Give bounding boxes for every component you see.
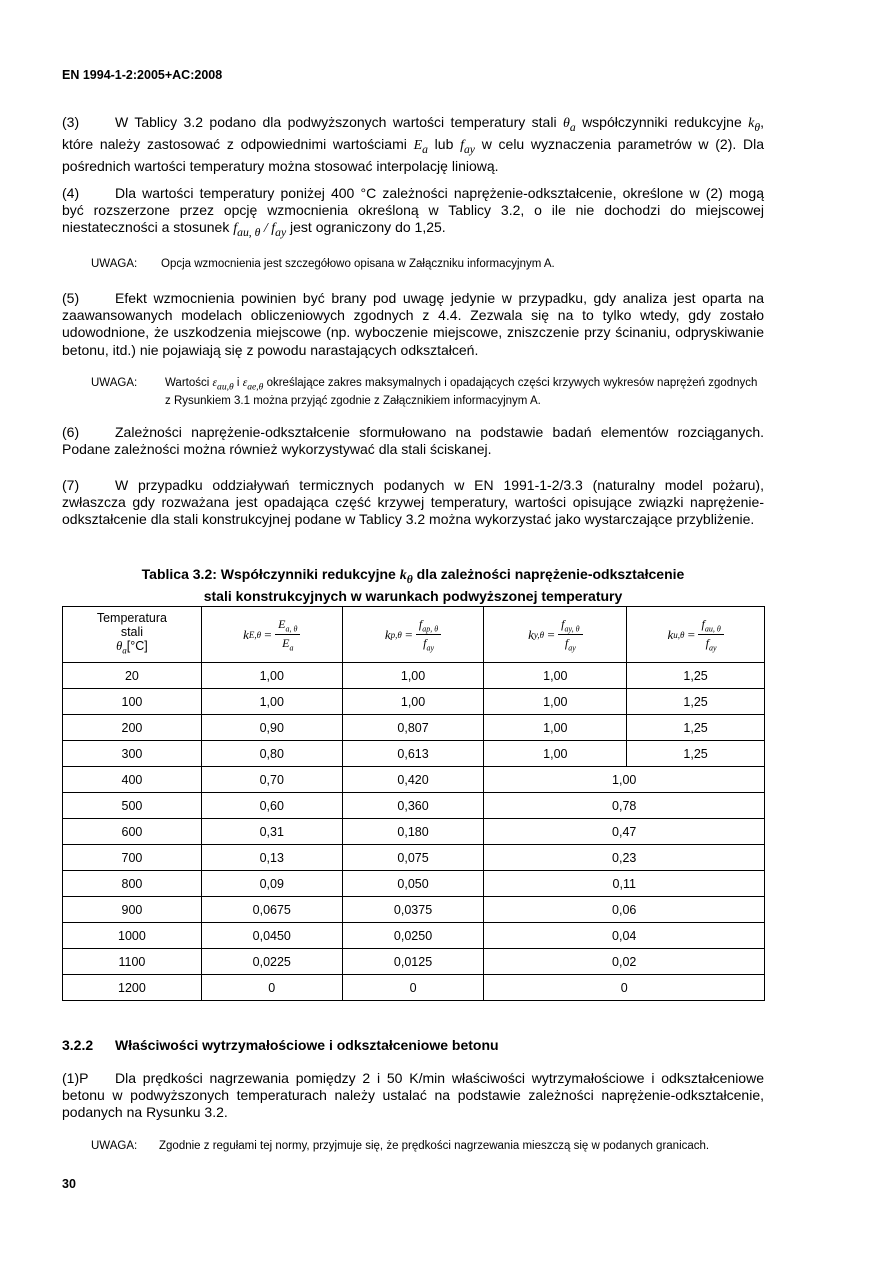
page-number: 30 [62, 1177, 76, 1191]
header-kE [201, 607, 342, 663]
equals-sign: = [684, 626, 695, 642]
header-ky [484, 607, 627, 663]
equals-sign: = [401, 626, 413, 642]
cell-kE: 0,0450 [201, 923, 342, 949]
cell-ky-ku: 0 [484, 975, 765, 1001]
cell-kp: 1,00 [342, 663, 484, 689]
subscript: u,θ [673, 629, 685, 640]
subscript: a [289, 643, 294, 653]
subscript: au,θ [217, 381, 234, 393]
cell-kp: 0,807 [342, 715, 484, 741]
note-3 [91, 1139, 764, 1153]
text: współczynniki redukcyjne [575, 114, 749, 130]
table-row [63, 975, 765, 1001]
symbol: f [423, 636, 427, 650]
note-label: UWAGA: [91, 377, 138, 389]
cell-kp: 0,075 [342, 845, 484, 871]
e-symbol: E [413, 138, 423, 153]
note-text: Opcja wzmocnienia jest szczegółowo opisana w Załączniku informacyjnym A. [161, 258, 555, 270]
cell-temperature: 700 [63, 845, 202, 871]
cell-ku: 1,25 [627, 741, 765, 767]
denominator [275, 635, 300, 652]
cell-temperature: 200 [63, 715, 202, 741]
subscript: ay [463, 142, 475, 156]
cell-kE: 1,00 [201, 689, 342, 715]
cell-temperature: 20 [63, 663, 202, 689]
cell-temperature: 1000 [63, 923, 202, 949]
cell-kE: 0,09 [201, 871, 342, 897]
cell-ky-ku: 0,47 [484, 819, 765, 845]
table-header-row [63, 607, 765, 663]
subscript: ay, θ [564, 624, 580, 633]
subscript: au, θ [704, 624, 721, 633]
subscript: a [569, 120, 576, 134]
paragraph-4 [62, 185, 764, 241]
k-symbol: k [399, 568, 407, 583]
cell-kE: 0 [201, 975, 342, 1001]
fraction [558, 617, 582, 653]
paragraph-number: (7) [62, 477, 80, 493]
reduction-factors-table [62, 606, 765, 1001]
cell-ky: 1,00 [484, 741, 627, 767]
paragraph-5 [62, 290, 764, 359]
cell-kE: 0,80 [201, 741, 342, 767]
symbol: E [282, 636, 290, 650]
symbol: f [705, 636, 709, 650]
table-row [63, 793, 765, 819]
paragraph-text: Dla prędkości nagrzewania pomiędzy 2 i 50 K/min właściwości wytrzymałościowe i odkształceniowe betonu w podwyższonych temperaturach należy ustalać na podstawie zależności naprężenie-odkształcenie, podanych na Rysunku 3.2. [62, 1070, 764, 1121]
symbol: f [701, 616, 705, 631]
header-unit: [°C] [126, 639, 148, 654]
theta-symbol: θ [562, 116, 570, 131]
text: jest ograniczony do 1,25. [286, 219, 446, 236]
subscript: θ [754, 120, 761, 134]
paragraph-3 [62, 114, 764, 175]
cell-kp: 0,613 [342, 741, 484, 767]
subscript: ay [275, 226, 287, 240]
note-1 [91, 257, 764, 271]
cell-ky-ku: 1,00 [484, 767, 765, 793]
paragraph-number: (5) [62, 290, 80, 306]
cell-kE: 0,90 [201, 715, 342, 741]
cell-ku: 1,25 [627, 663, 765, 689]
header-temperature [63, 607, 202, 663]
numerator [558, 617, 582, 635]
cell-ky: 1,00 [484, 663, 627, 689]
document-header: EN 1994-1-2:2005+AC:2008 [62, 68, 223, 82]
cell-kp: 0,0250 [342, 923, 484, 949]
table-caption [62, 566, 764, 605]
epsilon-symbol: ε [242, 377, 248, 389]
cell-kp: 0 [342, 975, 484, 1001]
header-kp [342, 607, 484, 663]
subscript: θ [406, 572, 413, 586]
cell-kp: 0,0125 [342, 949, 484, 975]
cell-ku: 1,25 [627, 689, 765, 715]
cell-kp: 0,420 [342, 767, 484, 793]
table-row [63, 767, 765, 793]
f-symbol: f [271, 221, 276, 237]
paragraph-1P [62, 1070, 764, 1122]
paragraph-number: (1)P [62, 1070, 89, 1086]
table-row [63, 663, 765, 689]
k-symbol: k [243, 626, 249, 642]
caption-text: dla zależności naprężenie-odkształcenie [412, 566, 685, 582]
text: / [260, 221, 272, 237]
table-row [63, 949, 765, 975]
table-row [63, 819, 765, 845]
fraction [698, 617, 723, 653]
symbol: f [418, 616, 423, 631]
subscript: y,θ [533, 629, 545, 640]
cell-ky-ku: 0,11 [484, 871, 765, 897]
cell-kp: 0,050 [342, 871, 484, 897]
fraction [275, 617, 300, 653]
subscript: ay [568, 643, 576, 653]
subscript: E,θ [248, 629, 262, 640]
paragraph-7 [62, 477, 764, 529]
f-symbol: f [460, 138, 464, 153]
subscript: ae,θ [247, 381, 264, 393]
equals-sign: = [261, 626, 272, 642]
paragraph-6 [62, 424, 764, 458]
cell-ky: 1,00 [484, 689, 627, 715]
table-row [63, 715, 765, 741]
subscript: a, θ [285, 624, 298, 633]
cell-ky-ku: 0,02 [484, 949, 765, 975]
note-label: UWAGA: [91, 1140, 138, 1152]
cell-kE: 0,60 [201, 793, 342, 819]
cell-ky-ku: 0,06 [484, 897, 765, 923]
equals-sign: = [544, 626, 555, 642]
table-row [63, 897, 765, 923]
text: Dla wartości temperatury poniżej 400 °C zależności naprężenie-odkształcenie, określone w (2) mogą być rozszerzone przez opcję wzmocnienia określoną w Tablicy 3.2, o ile nie dochodzi do miejscowej niestateczności a stosunek [62, 185, 764, 236]
paragraph-number: (6) [62, 424, 80, 440]
symbol: E [278, 616, 286, 631]
cell-temperature: 1200 [63, 975, 202, 1001]
k-symbol: k [748, 116, 755, 131]
k-symbol: k [667, 626, 674, 642]
cell-ky-ku: 0,78 [484, 793, 765, 819]
cell-ky-ku: 0,23 [484, 845, 765, 871]
note-label: UWAGA: [91, 258, 138, 270]
k-symbol: k [384, 626, 391, 642]
cell-temperature: 600 [63, 819, 202, 845]
note-text: Zgodnie z regułami tej normy, przyjmuje się, że prędkości nagrzewania mieszczą się w podanych granicach. [159, 1140, 710, 1152]
paragraph-text: W przypadku oddziaływań termicznych podanych w EN 1991-1-2/3.3 (naturalny model pożaru), zwłaszcza gdy rozważana jest opadająca część krzywej temperatury, wartości opisujące związki naprężenie-odkształcenie dla stali konstrukcyjnej podane w Tablicy 3.2 można wykorzystać jako wystarczające przybliżenie. [62, 477, 764, 528]
text: Wartości [165, 377, 213, 389]
caption-text: stali konstrukcyjnych w warunkach podwyższonej temperatury [203, 587, 623, 604]
text: określające zakres maksymalnych i opadających części krzywych wykresów naprężeń zgodnych z Rysunkiem 3.1 można przyjąć zgodnie z Załącznikiem informacyjnym A. [165, 377, 758, 408]
cell-temperature: 400 [63, 767, 202, 793]
subscript: a [422, 142, 428, 156]
note-2 [91, 376, 764, 408]
paragraph-number: (4) [62, 185, 80, 201]
table-row [63, 845, 765, 871]
text: , które należy zastosować z odpowiednimi wartościami [62, 114, 764, 152]
cell-kp: 0,180 [342, 819, 484, 845]
k-symbol: k [528, 626, 534, 642]
cell-temperature: 100 [63, 689, 202, 715]
cell-temperature: 500 [63, 793, 202, 819]
cell-temperature: 800 [63, 871, 202, 897]
paragraph-number: (3) [62, 114, 80, 130]
table-row [63, 741, 765, 767]
section-number: 3.2.2 [62, 1037, 94, 1053]
numerator [416, 617, 441, 635]
header-ku [627, 607, 765, 663]
symbol: f [564, 636, 569, 650]
text: lub [427, 136, 461, 152]
cell-temperature: 300 [63, 741, 202, 767]
cell-kE: 0,0675 [201, 897, 342, 923]
caption-text: Tablica 3.2: Współczynniki redukcyjne [141, 566, 400, 582]
f-symbol: f [233, 221, 238, 237]
numerator [275, 617, 300, 635]
numerator [698, 617, 723, 635]
subscript: ap, θ [422, 624, 439, 633]
subscript: a [122, 645, 127, 656]
subscript: au, θ [237, 226, 261, 240]
cell-temperature: 1100 [63, 949, 202, 975]
cell-kp: 1,00 [342, 689, 484, 715]
symbol: f [561, 616, 565, 631]
epsilon-symbol: ε [212, 377, 218, 389]
text: w celu wyznaczenia parametrów w (2). Dla pośrednich wartości temperatury można stosować interpolację liniową. [62, 136, 764, 174]
subscript: p,θ [390, 629, 402, 640]
subscript: ay [709, 643, 717, 653]
text: i [233, 377, 243, 389]
cell-kp: 0,0375 [342, 897, 484, 923]
denominator [558, 635, 582, 652]
cell-ky: 1,00 [484, 715, 627, 741]
cell-kE: 0,13 [201, 845, 342, 871]
header-text: stali [120, 625, 144, 640]
denominator [416, 635, 441, 652]
fraction [416, 617, 441, 653]
cell-ky-ku: 0,04 [484, 923, 765, 949]
denominator [698, 635, 723, 652]
section-title: Właściwości wytrzymałościowe i odkształceniowe betonu [115, 1037, 499, 1053]
cell-kE: 0,70 [201, 767, 342, 793]
cell-ku: 1,25 [627, 715, 765, 741]
table-row [63, 689, 765, 715]
table-row [63, 923, 765, 949]
header-text: Temperatura [96, 611, 168, 626]
paragraph-text: Efekt wzmocnienia powinien być brany pod uwagę jedynie w przypadku, gdy analiza jest oparta na zaawansowanych modelach obliczeniowych zgodnych z 4.4. Zezwala się na to tylko wtedy, gdy zostało udowodnione, że uszkodzenia miejscowe (np. wyboczenie miejscowe, zniszczenie przy ścinaniu, odpryskiwanie betonu, itd.) nie pojawiają się z powodu narastających odkształceń. [62, 290, 764, 358]
cell-temperature: 900 [63, 897, 202, 923]
cell-kp: 0,360 [342, 793, 484, 819]
table-row [63, 871, 765, 897]
cell-kE: 0,0225 [201, 949, 342, 975]
text: W Tablicy 3.2 podano dla podwyższonych wartości temperatury stali [115, 114, 563, 130]
subscript: ay [426, 643, 435, 653]
paragraph-text: Zależności naprężenie-odkształcenie sformułowano na podstawie badań elementów rozciąganych. Podane zależności można również wykorzystywać dla stali ściskanej. [62, 424, 764, 458]
cell-kE: 0,31 [201, 819, 342, 845]
section-heading [62, 1037, 499, 1053]
theta-symbol: θ [116, 639, 123, 654]
cell-kE: 1,00 [201, 663, 342, 689]
